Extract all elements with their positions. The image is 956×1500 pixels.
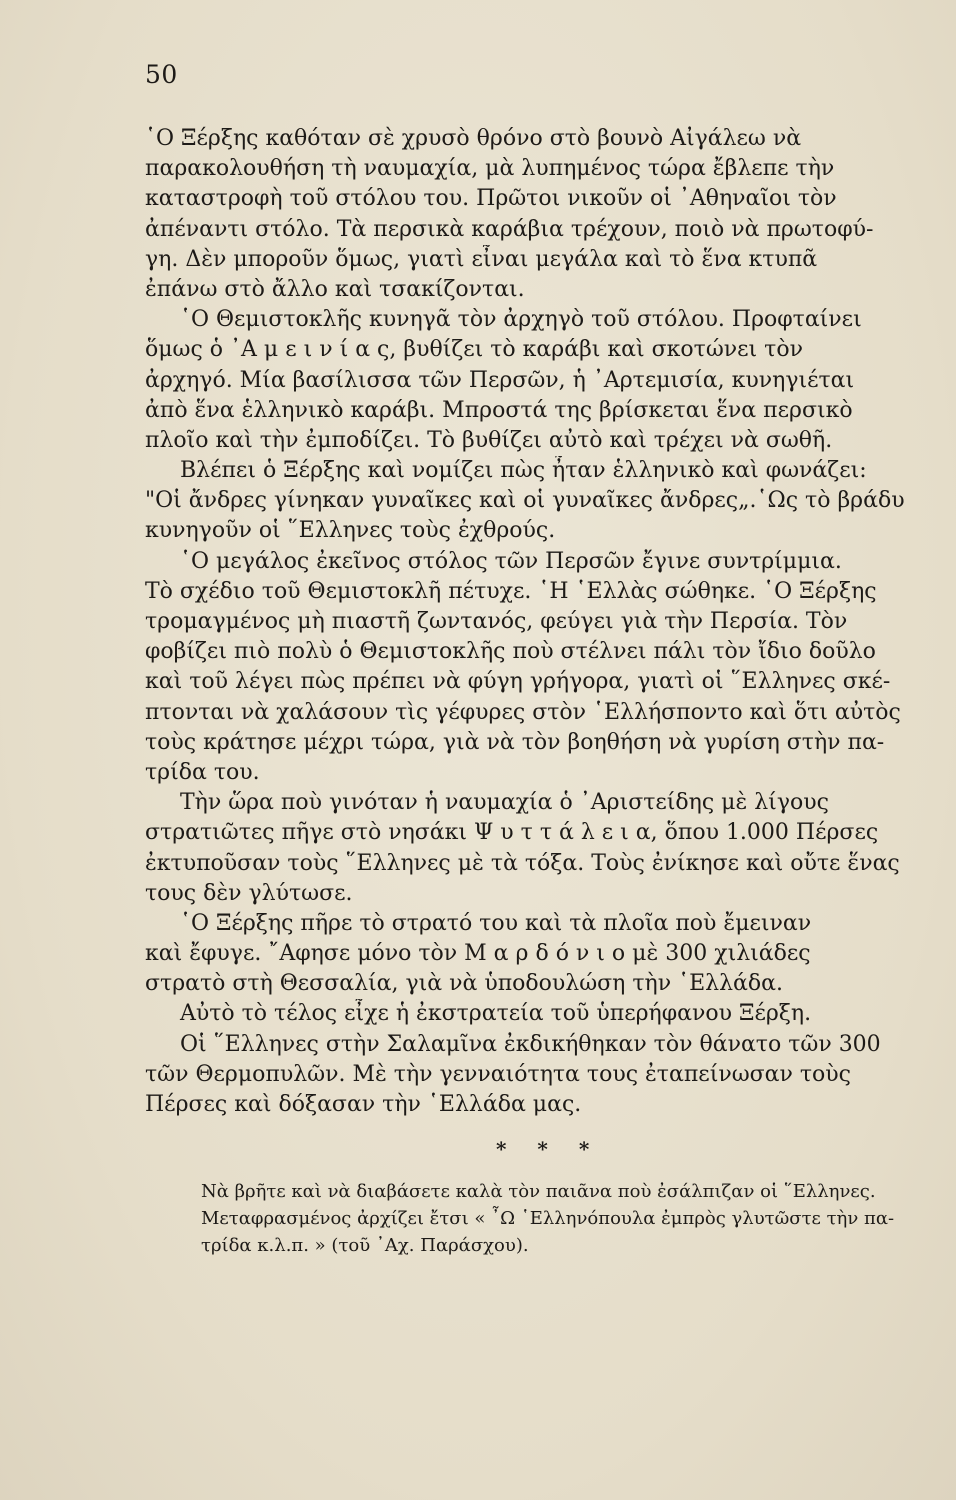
text-line: Τὸ σχέδιο τοῦ Θεμιστοκλῆ πέτυχε. ῾Η ῾Ελλὰς σώθηκε. ῾Ο Ξέρξης <box>145 578 877 604</box>
text-line: ἀρχηγό. Μία βασίλισσα τῶν Περσῶν, ἡ ᾿Αρτεμισία, κυνηγιέται <box>145 367 855 393</box>
text-line: ῾Ο μεγάλος ἐκεῖνος στόλος τῶν Περσῶν ἔγινε συντρίμμια. <box>145 548 842 574</box>
page-number: 50 <box>145 60 178 89</box>
text-line: παρακολουθήση τὴ ναυμαχία, μὰ λυπημένος τώρα ἔβλεπε τὴν <box>145 156 835 182</box>
text-line: ἀπέναντι στόλο. Τὰ περσικὰ καράβια τρέχουν, ποιὸ νὰ πρωτοφύ- <box>145 216 874 242</box>
text-line: γη. Δὲν μποροῦν ὅμως, γιατὶ εἶναι μεγάλα καὶ τὸ ἕνα κτυπᾶ <box>145 246 818 272</box>
text-line: φοβίζει πιὸ πολὺ ὁ Θεμιστοκλῆς ποὺ στέλνει πάλι τὸν ἴδιο δοῦλο <box>145 639 876 665</box>
text-line: τρομαγμένος μὴ πιαστῆ ζωντανός, φεύγει γιὰ τὴν Περσία. Τὸν <box>145 609 848 634</box>
text-line: Πέρσες καὶ δόξασαν τὴν ῾Ελλάδα μας. <box>145 1092 582 1117</box>
text-line: στρατιῶτες πῆγε στὸ νησάκι Ψ υ τ τ ά λ ε ι α, ὅπου 1.000 Πέρσες <box>145 820 879 846</box>
text-line: "Οἱ ἄνδρες γίνηκαν γυναῖκες καὶ οἱ γυναῖκες ἄνδρες„.῾Ως τὸ βράδυ <box>145 488 905 514</box>
text-line: τους δὲν γλύτωσε. <box>145 880 353 906</box>
text-line: Βλέπει ὁ Ξέρξης καὶ νομίζει πὼς ἦταν ἑλληνικὸ καὶ φωνάζει: <box>145 458 867 484</box>
text-line: πτονται νὰ χαλάσουν τὶς γέφυρες στὸν ῾Ελλήσποντο καὶ ὅτι αὐτὸς <box>145 699 901 725</box>
text-line: πλοῖο καὶ τὴν ἐμποδίζει. Τὸ βυθίζει αὐτὸ καὶ τρέχει νὰ σωθῆ. <box>145 427 833 453</box>
text-line: ῾Ο Ξέρξης πῆρε τὸ στρατό του καὶ τὰ πλοῖα ποὺ ἔμειναν <box>145 910 812 936</box>
text-line: καὶ τοῦ λέγει πὼς πρέπει νὰ φύγη γρήγορα, γιατὶ οἱ ῞Ελληνες σκέ- <box>145 669 891 695</box>
footnote-line: τρίδα κ.λ.π. » (τοῦ ᾿Αχ. Παράσχου). <box>201 1235 529 1256</box>
text-line: τρίδα του. <box>145 759 260 785</box>
text-line: τῶν Θερμοπυλῶν. Μὲ τὴν γενναιότητα τους ἐταπείνωσαν τοὺς <box>145 1061 851 1087</box>
text-line: Οἱ ῞Ελληνες στὴν Σαλαμῖνα ἐκδικήθηκαν τὸν θάνατο τῶν 300 <box>145 1031 881 1057</box>
text-line: ἐκτυποῦσαν τοὺς ῞Ελληνες μὲ τὰ τόξα. Τοὺς ἐνίκησε καὶ οὔτε ἕνας <box>145 850 900 876</box>
text-line: κυνηγοῦν οἱ ῞Ελληνες τοὺς ἐχθρούς. <box>145 518 556 544</box>
text-line: καὶ ἔφυγε. ῎Αφησε μόνο τὸν Μ α ρ δ ό ν ι ο μὲ 300 χιλιάδες <box>145 941 811 967</box>
footnote-line: Μεταφρασμένος ἀρχίζει ἔτσι « ῏Ω ῾Ελληνόπουλα ἐμπρὸς γλυτῶστε τὴν πα- <box>201 1208 895 1229</box>
text-line: ῾Ο Θεμιστοκλῆς κυνηγᾶ τὸν ἀρχηγὸ τοῦ στόλου. Προφταίνει <box>145 307 862 333</box>
text-line: ῾Ο Ξέρξης καθόταν σὲ χρυσὸ θρόνο στὸ βουνὸ Αἰγάλεω νὰ <box>145 126 802 151</box>
text-line: καταστροφὴ τοῦ στόλου του. Πρῶτοι νικοῦν οἱ ᾿Αθηναῖοι τὸν <box>145 186 837 212</box>
text-line: Τὴν ὥρα ποὺ γινόταν ἡ ναυμαχία ὁ ᾿Αριστείδης μὲ λίγους <box>145 790 829 816</box>
text-line: Αὐτὸ τὸ τέλος εἶχε ἡ ἐκστρατεία τοῦ ὑπερήφανου Ξέρξη. <box>145 1001 812 1027</box>
footnote-line: Νὰ βρῆτε καὶ νὰ διαβάσετε καλὰ τὸν παιᾶνα ποὺ ἐσάλπιζαν οἱ ῞Ελληνες. <box>201 1181 876 1202</box>
text-line: ἀπὸ ἕνα ἑλληνικὸ καράβι. Μπροστά της βρίσκεται ἕνα περσικὸ <box>145 397 853 423</box>
body-text <box>145 124 953 1120</box>
text-line: τοὺς κράτησε μέχρι τώρα, γιὰ νὰ τὸν βοηθήση νὰ γυρίση στὴν πα- <box>145 729 885 755</box>
text-line: ὅμως ὁ ᾿Α μ ε ι ν ί α ς, βυθίζει τὸ καράβι καὶ σκοτώνει τὸν <box>145 337 803 363</box>
text-line: ἐπάνω στὸ ἄλλο καὶ τσακίζονται. <box>145 276 525 302</box>
section-separator: * * * <box>496 1137 602 1161</box>
footnote <box>201 1178 953 1259</box>
text-line: στρατὸ στὴ Θεσσαλία, γιὰ νὰ ὑποδουλώση τὴν ῾Ελλάδα. <box>145 971 783 997</box>
